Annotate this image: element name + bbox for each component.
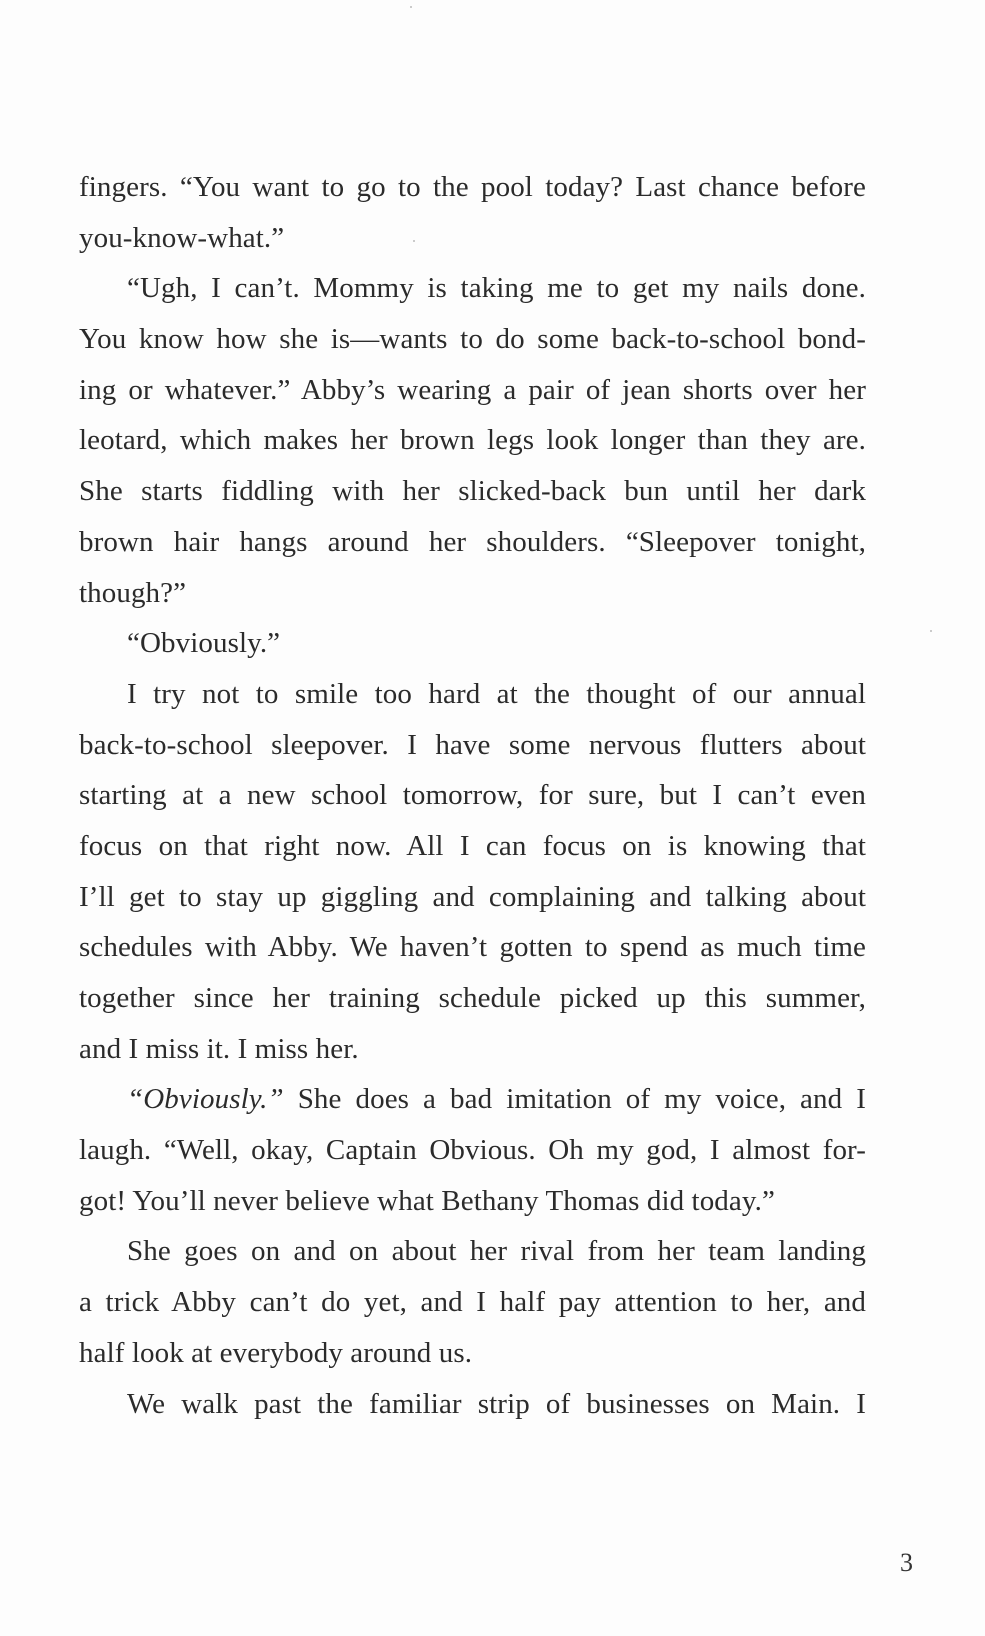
text-line-italic-lead: [79, 1074, 866, 1125]
text-line: a trick Abby can’t do yet, and I half pay attention to her, and: [79, 1286, 866, 1319]
text-line: “Obviously.”: [127, 627, 281, 660]
text-line: laugh. “Well, okay, Captain Obvious. Oh my god, I almost for-: [79, 1134, 866, 1167]
text-line: and I miss it. I miss her.: [79, 1032, 359, 1065]
text-line-rest: She does a bad imitation of my voice, and I: [297, 1083, 866, 1116]
text-line: schedules with Abby. We haven’t gotten to spend as much time: [79, 931, 866, 964]
text-line: together since her training schedule picked up this summer,: [79, 982, 866, 1014]
italic-quote: “Obviously.”: [127, 1083, 284, 1116]
text-line: You know how she is—wants to do some back-to-school bond-: [79, 323, 866, 356]
text-line: you-know-what.”: [79, 221, 285, 254]
text-line: She starts fiddling with her slicked-back bun until her dark: [79, 475, 866, 508]
text-line: fingers. “You want to go to the pool today? Last chance before: [79, 171, 866, 203]
page-number: 3: [900, 1548, 913, 1577]
text-line: back-to-school sleepover. I have some nervous flutters about: [79, 728, 866, 761]
text-line: She goes on and on about her rival from her team landing: [127, 1235, 866, 1268]
scan-speck: [410, 6, 412, 8]
text-line: “Ugh, I can’t. Mommy is taking me to get my nails done.: [127, 272, 866, 305]
scan-speck: [930, 630, 932, 632]
text-line: brown hair hangs around her shoulders. “Sleepover tonight,: [79, 525, 866, 558]
text-line: I try not to smile too hard at the thought of our annual: [127, 677, 866, 710]
text-line: half look at everybody around us.: [79, 1336, 473, 1369]
text-line: leotard, which makes her brown legs look longer than they are.: [79, 424, 866, 457]
text-line: though?”: [79, 576, 187, 609]
body-text: [79, 162, 866, 1429]
scan-speck: [413, 240, 415, 242]
text-line: focus on that right now. All I can focus on is knowing that: [79, 829, 866, 862]
text-line: got! You’ll never believe what Bethany Thomas did today.”: [79, 1184, 775, 1217]
text-line: We walk past the familiar strip of businesses on Main. I: [127, 1387, 866, 1420]
text-line: ing or whatever.” Abby’s wearing a pair of jean shorts over her: [79, 373, 866, 406]
text-line: starting at a new school tomorrow, for sure, but I can’t even: [79, 779, 866, 812]
text-line: I’ll get to stay up giggling and complaining and talking about: [79, 880, 866, 913]
